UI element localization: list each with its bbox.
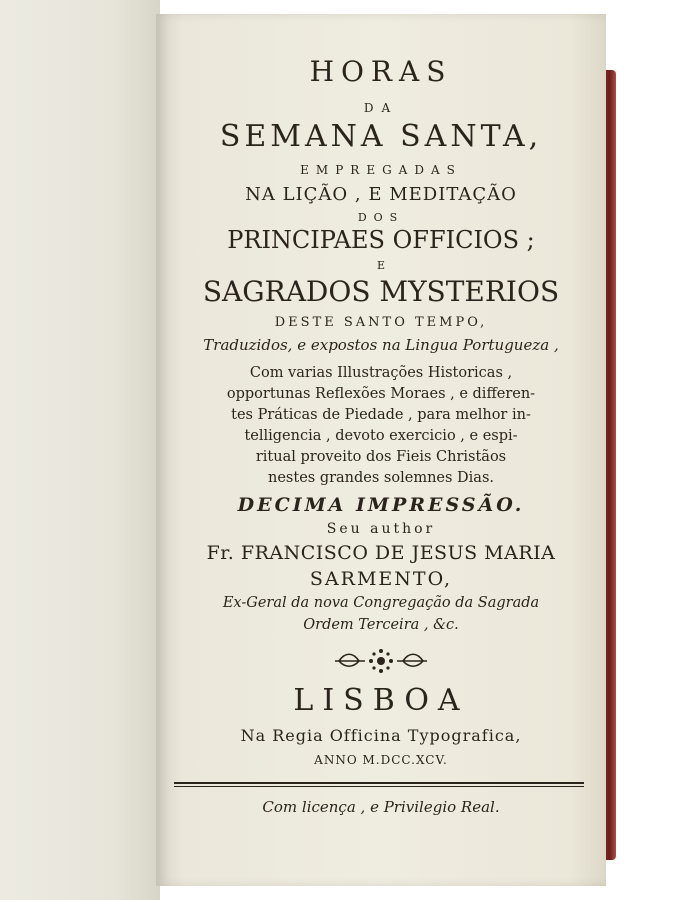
paragraph-line: telligencia , devoto exercicio , e espi- [244, 428, 518, 444]
title-semana-santa: SEMANA SANTA, [219, 119, 543, 154]
license-line: Com licença , e Privilegio Real. [262, 798, 500, 816]
edition-line: DECIMA IMPRESSÃO. [237, 494, 525, 516]
facing-page [0, 0, 160, 900]
subtitle-e: E [376, 259, 386, 272]
paragraph-line: tes Práticas de Piedade , para melhor in- [231, 407, 531, 423]
imprint-city: LISBOA [293, 683, 469, 718]
description-paragraph [162, 366, 600, 492]
title-da: DA [363, 101, 399, 115]
paragraph-line: Com varias Illustrações Historicas , [249, 365, 513, 381]
imprint-press: Na Regia Officina Typografica, [240, 726, 522, 745]
title-horas: HORAS [309, 55, 453, 88]
subtitle-empregadas: EMPREGADAS [300, 163, 462, 177]
author-order: Ordem Terceira , &c. [303, 617, 459, 633]
subtitle-principaes: PRINCIPAES OFFICIOS ; [227, 226, 535, 254]
paragraph-line: ritual proveito dos Fieis Christãos [255, 449, 507, 465]
imprint-year: ANNO M.DCC.XCV. [314, 753, 448, 767]
floral-ornament-icon [331, 646, 431, 676]
imprint-rule [174, 782, 584, 784]
subtitle-dos: DOS [357, 211, 405, 224]
title-page [156, 14, 606, 886]
paragraph-line: nestes grandes solemnes Dias. [268, 470, 494, 486]
author-surname: SARMENTO, [309, 568, 453, 590]
subtitle-traduzidos: Traduzidos, e expostos na Lingua Portugueza , [203, 336, 559, 354]
author-title: Ex-Geral da nova Congregação da Sagrada [222, 595, 540, 611]
paragraph-line: opportunas Reflexões Moraes , e differen- [226, 386, 536, 402]
subtitle-deste: DESTE SANTO TEMPO, [274, 315, 488, 330]
subtitle-licao: NA LIÇÃO , E MEDITAÇÃO [245, 184, 517, 205]
subtitle-sagrados: SAGRADOS MYSTERIOS [202, 275, 560, 308]
imprint-rule-thin [174, 786, 584, 787]
author-name: Fr. FRANCISCO DE JESUS MARIA [206, 542, 556, 564]
author-label: Seu author [326, 521, 436, 537]
